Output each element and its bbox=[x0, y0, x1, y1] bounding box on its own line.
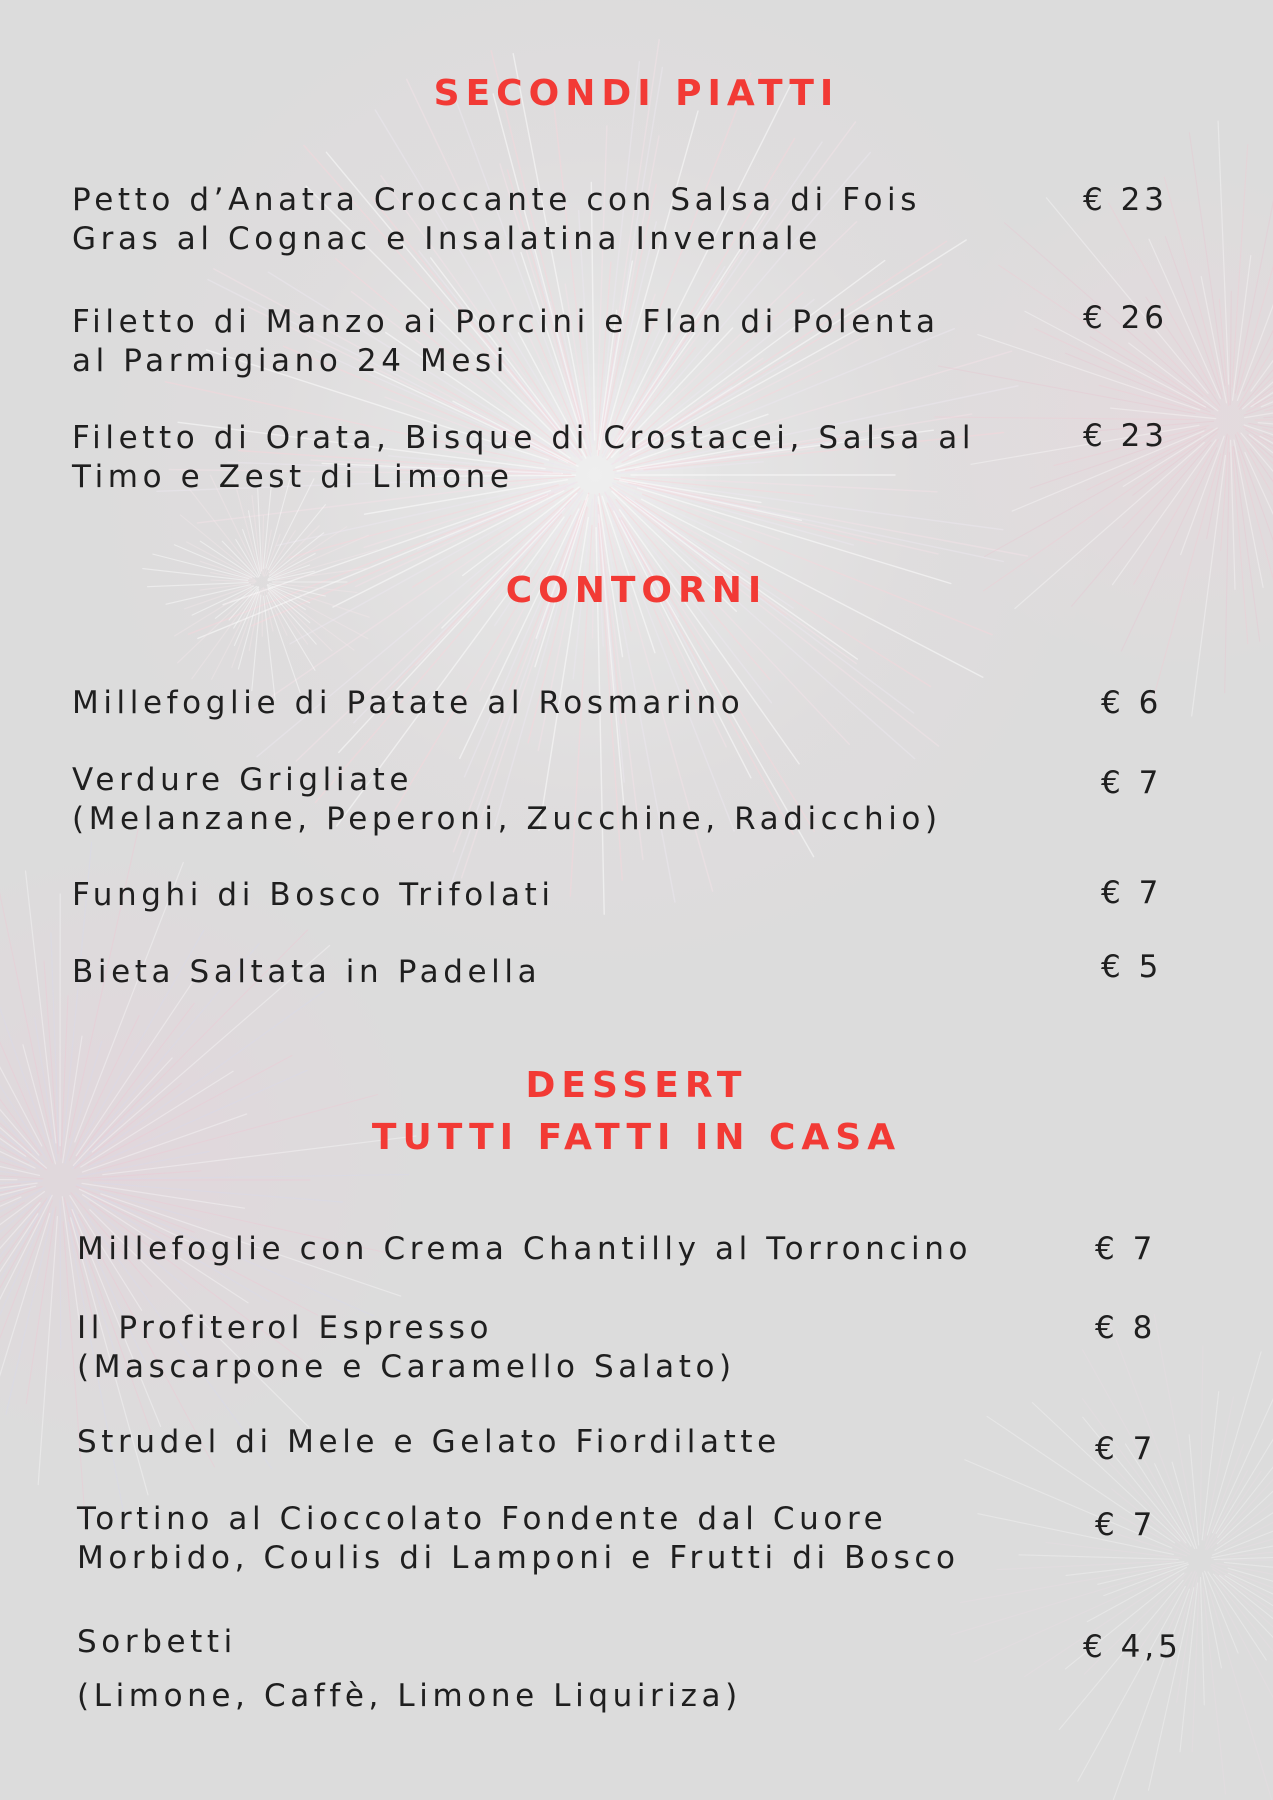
menu-item-name bbox=[77, 1500, 960, 1578]
menu-item-name bbox=[72, 419, 975, 497]
menu-item-name-line: Funghi di Bosco Trifolati bbox=[72, 877, 555, 913]
menu-item-name-line: Tortino al Cioccolato Fondente dal Cuore bbox=[77, 1501, 888, 1537]
menu-item-name-line: (Melanzane, Peperoni, Zucchine, Radicchio) bbox=[72, 801, 942, 837]
menu-item-name bbox=[72, 181, 921, 259]
firework-ray bbox=[1181, 436, 1224, 554]
firework-ray bbox=[296, 509, 559, 761]
firework-ray bbox=[315, 514, 561, 802]
firework-ray bbox=[1228, 1568, 1273, 1628]
menu-item-name-line: Bieta Saltata in Padella bbox=[72, 954, 542, 990]
menu-item-price: € 23 bbox=[1083, 182, 1169, 218]
section-title-line: DESSERT bbox=[525, 1065, 748, 1106]
menu-item-name-line: (Limone, Caffè, Limone Liquiriza) bbox=[77, 1678, 742, 1714]
firework-ray bbox=[102, 1175, 409, 1180]
menu-item-name-line: Millefoglie di Patate al Rosmarino bbox=[72, 685, 745, 721]
menu-item-price: € 23 bbox=[1083, 418, 1169, 454]
firework-ray bbox=[1235, 196, 1273, 393]
menu-item-price: € 7 bbox=[1095, 1507, 1157, 1543]
firework-ray bbox=[1214, 1556, 1273, 1560]
firework-ray bbox=[961, 1565, 1172, 1602]
menu-item-name-line: Petto d’Anatra Croccante con Salsa di Fois bbox=[72, 182, 922, 218]
menu-item-name bbox=[77, 1309, 736, 1387]
firework-ray bbox=[1019, 1555, 1178, 1560]
firework-ray bbox=[0, 1214, 38, 1462]
menu-item-name bbox=[77, 1423, 781, 1462]
menu-item-name-line: (Mascarpone e Caramello Salato) bbox=[77, 1349, 736, 1385]
section-title-line: SECONDI PIATTI bbox=[433, 73, 840, 114]
firework-ray bbox=[1200, 1346, 1203, 1534]
section-title-dessert bbox=[0, 1060, 1273, 1164]
menu-item-name-line: Gras al Cognac e Insalatina Invernale bbox=[72, 221, 822, 257]
firework-ray bbox=[1046, 198, 1208, 393]
menu-item-price: € 4,5 bbox=[1083, 1629, 1182, 1665]
firework-ray bbox=[614, 511, 751, 778]
menu-item-name-line: Verdure Grigliate bbox=[72, 762, 414, 798]
firework-ray bbox=[1165, 237, 1222, 398]
menu-item-name-line: Filetto di Manzo ai Porcini e Flan di Polenta bbox=[72, 304, 940, 340]
firework-ray bbox=[1108, 1317, 1189, 1531]
firework-ray bbox=[1035, 329, 1207, 409]
firework-ray bbox=[1230, 291, 1231, 404]
section-title-line: TUTTI FATTI IN CASA bbox=[371, 1117, 902, 1158]
menu-item-price: € 8 bbox=[1095, 1310, 1157, 1346]
menu-item-price: € 6 bbox=[1101, 685, 1163, 721]
menu-item-name bbox=[77, 1230, 972, 1269]
section-title-contorni bbox=[0, 565, 1273, 617]
menu-item-name bbox=[72, 761, 942, 839]
menu-item-name bbox=[72, 303, 940, 381]
firework-ray bbox=[60, 1200, 61, 1348]
menu-item-price: € 7 bbox=[1101, 875, 1163, 911]
menu-item-name-line: Strudel di Mele e Gelato Fiordilatte bbox=[77, 1424, 781, 1460]
section-title-line: CONTORNI bbox=[505, 570, 768, 611]
menu-item-name-line: Morbido, Coulis di Lamponi e Frutti di Bosco bbox=[77, 1540, 960, 1576]
firework-ray bbox=[1255, 212, 1273, 395]
menu-item-name-line: Il Profiterol Espresso bbox=[77, 1310, 494, 1346]
firework-ray bbox=[0, 1177, 17, 1180]
menu-item-price: € 7 bbox=[1101, 765, 1163, 801]
menu-item-name bbox=[72, 953, 541, 992]
menu-item-price: € 26 bbox=[1083, 300, 1169, 336]
menu-item-name-line: Filetto di Orata, Bisque di Crostacei, Salsa al bbox=[72, 420, 976, 456]
menu-item-price: € 7 bbox=[1095, 1431, 1157, 1467]
firework-ray bbox=[1206, 1471, 1248, 1550]
firework-ray bbox=[38, 1217, 57, 1485]
menu-item-name bbox=[77, 1615, 742, 1723]
firework-ray bbox=[1235, 435, 1273, 544]
firework-ray bbox=[1250, 449, 1273, 660]
firework-ray bbox=[1192, 1583, 1199, 1752]
firework-ray bbox=[1232, 145, 1248, 387]
menu-item-name-line: Millefoglie con Crema Chantilly al Torroncino bbox=[77, 1231, 973, 1267]
menu-item-name-line: al Parmigiano 24 Mesi bbox=[72, 343, 510, 379]
firework-ray bbox=[94, 1183, 343, 1202]
firework-ray bbox=[1218, 1373, 1273, 1538]
menu-item-name-line: Sorbetti bbox=[77, 1624, 237, 1660]
menu-item-name bbox=[72, 684, 744, 723]
firework-ray bbox=[1251, 179, 1273, 391]
firework-burst-bottom-right bbox=[951, 1315, 1273, 1800]
firework-ray bbox=[1164, 177, 1222, 391]
menu-item-price: € 5 bbox=[1101, 949, 1163, 985]
menu-item-price: € 7 bbox=[1095, 1231, 1157, 1267]
section-title-secondi-piatti bbox=[0, 68, 1273, 120]
menu-item-name-line: Timo e Zest di Limone bbox=[72, 459, 514, 495]
firework-ray bbox=[1203, 1588, 1225, 1794]
menu-item-name bbox=[72, 876, 555, 915]
